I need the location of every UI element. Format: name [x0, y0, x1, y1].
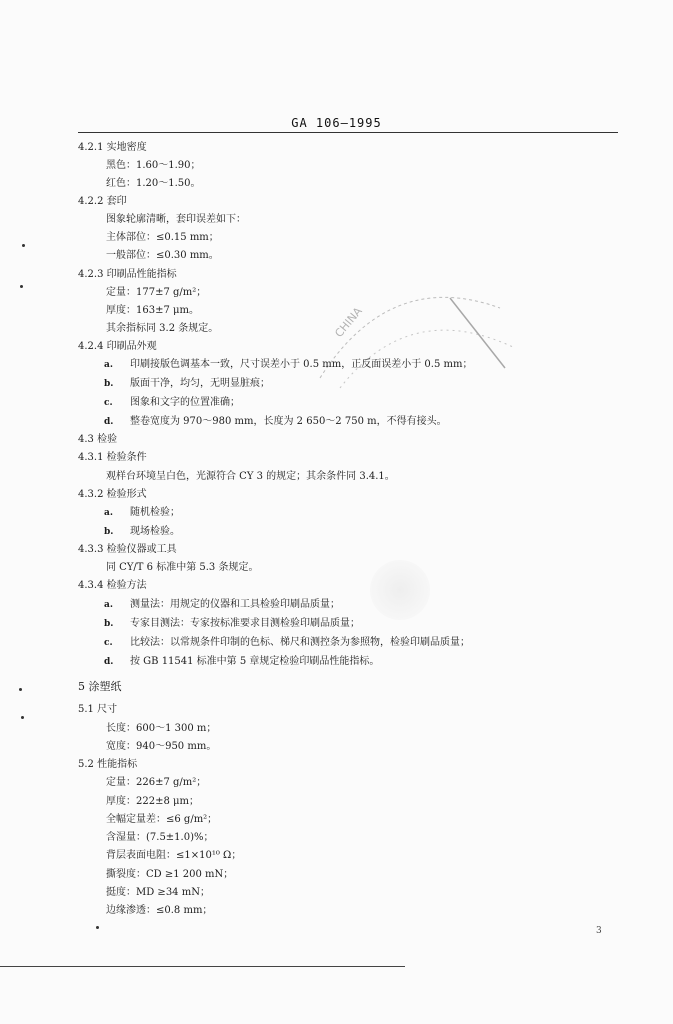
page-number: 3: [596, 926, 602, 936]
page-header: GA 106—1995: [291, 116, 382, 130]
text-line: 主体部位：≤0.15 mm；: [106, 232, 219, 243]
footer-rule: [0, 966, 405, 967]
chapter-heading: 5 涂塑纸: [78, 680, 122, 693]
list-item: [104, 358, 472, 372]
list-marker: a.: [104, 360, 113, 370]
text-line: 同 CY/T 6 标准中第 5.3 条规定。: [106, 562, 259, 573]
list-item: [104, 415, 447, 429]
text-line: 一般部位：≤0.30 mm。: [106, 250, 219, 261]
text-line: 宽度：940～950 mm。: [106, 741, 217, 752]
text-line: 黑色：1.60～1.90；: [106, 160, 201, 171]
section-heading: 4.2.3 印刷品性能指标: [78, 269, 177, 280]
text-line: 定量：177±7 g/m²；: [106, 287, 207, 298]
section-heading: 4.3.4 检验方法: [78, 580, 147, 591]
list-item-text: 专家目测法：专家按标准要求目测检验印刷品质量；: [130, 618, 360, 629]
section-heading: 4.3 检验: [78, 434, 118, 445]
text-line: 厚度：163±7 μm。: [106, 305, 199, 316]
text-line: 撕裂度：CD ≥1 200 mN；: [106, 869, 234, 880]
list-marker: d.: [104, 657, 114, 667]
scan-dot: [21, 716, 24, 719]
list-item-text: 整卷宽度为 970～980 mm，长度为 2 650～2 750 m，不得有接头。: [130, 416, 447, 427]
list-item-text: 测量法：用规定的仪器和工具检验印刷品质量；: [130, 599, 340, 610]
list-item: [104, 525, 180, 539]
section-heading: 4.3.1 检验条件: [78, 452, 147, 463]
list-item: [104, 396, 240, 410]
section-heading: 4.2.4 印刷品外观: [78, 341, 157, 352]
text-line: 定量：226±7 g/m²；: [106, 777, 207, 788]
list-item: [104, 636, 470, 650]
seal-stamp: [300, 258, 540, 398]
text-line: 全幅定量差：≤6 g/m²；: [106, 814, 218, 825]
text-line: 其余指标同 3.2 条规定。: [106, 323, 219, 334]
text-line: 厚度：222±8 μm；: [106, 796, 199, 807]
list-item-text: 现场检验。: [130, 526, 180, 537]
text-line: 含湿量：(7.5±1.0)%；: [106, 832, 214, 843]
section-heading: 4.2.2 套印: [78, 196, 127, 207]
list-marker: c.: [104, 398, 113, 408]
scan-dot: [22, 244, 25, 247]
list-marker: b.: [104, 527, 114, 537]
list-item: [104, 655, 379, 669]
list-item-text: 版面干净，均匀，无明显脏痕；: [130, 378, 270, 389]
section-heading: 4.3.2 检验形式: [78, 489, 147, 500]
list-marker: d.: [104, 417, 114, 427]
list-marker: a.: [104, 508, 113, 518]
header-rule: [78, 132, 618, 133]
text-line: 边缘渗透：≤0.8 mm；: [106, 905, 213, 916]
list-marker: c.: [104, 638, 113, 648]
text-line: 背层表面电阻：≤1×10¹⁰ Ω；: [106, 850, 242, 861]
list-item: [104, 617, 360, 631]
list-marker: b.: [104, 379, 114, 389]
svg-text:CHINA: CHINA: [332, 304, 365, 340]
list-item-text: 图象和文字的位置准确；: [130, 397, 240, 408]
list-item-text: 随机检验；: [130, 507, 180, 518]
section-heading: 4.2.1 实地密度: [78, 142, 147, 153]
list-item: [104, 598, 340, 612]
text-line: 观样台环境呈白色，光源符合 CY 3 的规定；其余条件同 3.4.1。: [106, 471, 395, 482]
scan-dot: [19, 688, 22, 691]
list-marker: a.: [104, 600, 113, 610]
text-line: 图象轮廓清晰，套印误差如下：: [106, 214, 246, 225]
text-line: 挺度：MD ≥34 mN；: [106, 887, 210, 898]
list-item-text: 按 GB 11541 标准中第 5 章规定检验印刷品性能指标。: [130, 656, 380, 667]
list-item-text: 印刷接版色调基本一致，尺寸误差小于 0.5 mm，正反面误差小于 0.5 mm；: [130, 359, 473, 370]
section-heading: 4.3.3 检验仪器或工具: [78, 544, 177, 555]
text-line: 红色：1.20～1.50。: [106, 178, 201, 189]
section-heading: 5.2 性能指标: [78, 759, 138, 770]
list-item-text: 比较法：以常规条件印制的色标、梯尺和测控条为参照物，检验印刷品质量；: [130, 637, 470, 648]
scan-dot: [96, 926, 99, 929]
section-heading: 5.1 尺寸: [78, 704, 118, 715]
list-item: [104, 506, 180, 520]
list-marker: b.: [104, 619, 114, 629]
list-item: [104, 377, 270, 391]
faint-seal: [370, 560, 430, 620]
scan-dot: [20, 285, 23, 288]
text-line: 长度：600～1 300 m；: [106, 723, 217, 734]
